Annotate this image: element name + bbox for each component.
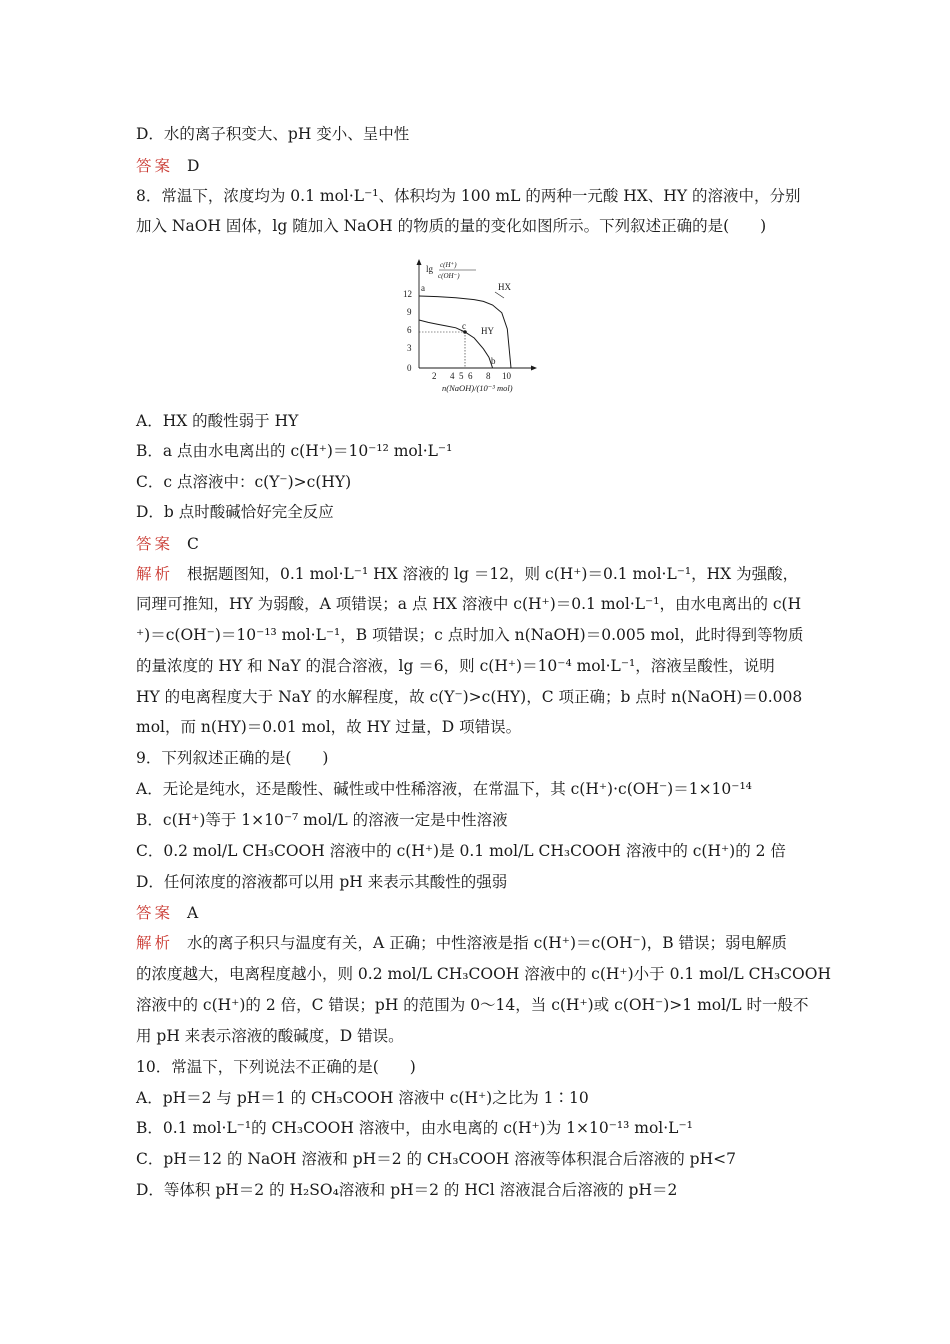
- hx-leader: [495, 292, 504, 298]
- option-c: [136, 471, 826, 493]
- text: 10．常温下，下列说法不正确的是( ): [136, 1058, 416, 1076]
- text: 根据题图知，0.1 mol·L⁻¹ HX 溶液的 lg ＝12，则 c(H⁺)＝0.1 mol·L⁻¹，HX 为强酸，: [187, 565, 799, 583]
- text: 水的离子积只与温度有关，A 正确；中性溶液是指 c(H⁺)＝c(OH⁻)，B 错误；弱电解质: [187, 934, 788, 952]
- answer-value: C: [187, 535, 199, 553]
- analysis-line: [136, 932, 826, 954]
- y-axis-arrow-icon: [417, 259, 422, 265]
- text: C．pH＝12 的 NaOH 溶液和 pH＝2 的 CH₃COOH 溶液等体积混合后溶液的 pH<7: [136, 1150, 736, 1168]
- option-a: [136, 410, 826, 432]
- option-d: [136, 501, 826, 523]
- text: 8．常温下，浓度均为 0.1 mol·L⁻¹、体积均为 100 mL 的两种一元酸 HX、HY 的溶液中，分别: [136, 187, 801, 205]
- answer-label: 答案: [136, 535, 174, 553]
- question-10: [136, 1056, 826, 1078]
- point-label-b: b: [491, 356, 496, 366]
- analysis-line: [136, 655, 826, 677]
- y-tick-9: 9: [407, 307, 412, 317]
- question-8-line-1: [136, 185, 826, 207]
- text: 9．下列叙述正确的是( ): [136, 749, 329, 767]
- series-label-hy: HY: [481, 326, 494, 336]
- text: 溶液中的 c(H⁺)的 2 倍，C 错误；pH 的范围为 0～14，当 c(H⁺)或 c(OH⁻)>1 mol/L 时一般不: [136, 996, 809, 1014]
- y-label-prefix: lg: [426, 264, 434, 274]
- analysis-line: [136, 593, 826, 615]
- y-label-num: c(H⁺): [440, 261, 457, 269]
- answer-label: 答案: [136, 157, 174, 175]
- text: C．c 点溶液中：c(Y⁻)>c(HY): [136, 473, 352, 491]
- x-tick-5: 5: [459, 371, 464, 381]
- text: mol，而 n(HY)＝0.01 mol，故 HY 过量，D 项错误。: [136, 718, 522, 736]
- question-9: [136, 747, 826, 769]
- answer-label: 答案: [136, 904, 174, 922]
- x-tick-8: 8: [486, 371, 491, 381]
- x-tick-2: 2: [432, 371, 437, 381]
- text: D．等体积 pH＝2 的 H₂SO₄溶液和 pH＝2 的 HCl 溶液混合后溶液的 pH＝2: [136, 1181, 678, 1199]
- option-a: [136, 1087, 826, 1109]
- x-tick-10: 10: [502, 371, 511, 381]
- y-tick-6: 6: [407, 325, 412, 335]
- answer-line: [136, 533, 826, 555]
- text: 同理可推知，HY 为弱酸，A 项错误；a 点 HX 溶液中 c(H⁺)＝0.1 mol·L⁻¹，由水电离出的 c(H: [136, 595, 802, 613]
- y-tick-0: 0: [407, 363, 412, 373]
- x-axis-arrow-icon: [531, 366, 537, 371]
- text: 用 pH 来表示溶液的酸碱度，D 错误。: [136, 1027, 404, 1045]
- titration-figure: [394, 256, 554, 398]
- text: A．无论是纯水，还是酸性、碱性或中性稀溶液，在常温下，其 c(H⁺)·c(OH⁻)＝1×10⁻¹⁴: [136, 780, 752, 798]
- y-tick-labels: [403, 289, 412, 373]
- y-tick-3: 3: [407, 343, 412, 353]
- option-d-prev: [136, 123, 826, 145]
- text: D．任何浓度的溶液都可以用 pH 来表示其酸性的强弱: [136, 873, 508, 891]
- text: 的量浓度的 HY 和 NaY 的混合溶液，lg ＝6，则 c(H⁺)＝10⁻⁴ mol·L⁻¹，溶液呈酸性，说明: [136, 657, 775, 675]
- answer-value: A: [187, 904, 199, 922]
- option-b: [136, 809, 826, 831]
- analysis-line: [136, 624, 826, 646]
- answer-value: D: [187, 157, 200, 175]
- analysis-line: [136, 563, 826, 585]
- answer-line: [136, 155, 826, 177]
- analysis-line: [136, 994, 826, 1016]
- option-b: [136, 440, 826, 462]
- answer-line: [136, 902, 826, 924]
- text: B．c(H⁺)等于 1×10⁻⁷ mol/L 的溶液一定是中性溶液: [136, 811, 508, 829]
- text: B．a 点由水电离出的 c(H⁺)＝10⁻¹² mol·L⁻¹: [136, 442, 453, 460]
- text: A．HX 的酸性弱于 HY: [136, 412, 299, 430]
- text: 加入 NaOH 固体，lg 随加入 NaOH 的物质的量的变化如图所示。下列叙述正确的是( ): [136, 217, 767, 235]
- x-tick-labels: [432, 371, 512, 381]
- analysis-line: [136, 963, 831, 985]
- option-b: [136, 1117, 826, 1139]
- text: A．pH＝2 与 pH＝1 的 CH₃COOH 溶液中 c(H⁺)之比为 1∶10: [136, 1089, 589, 1107]
- analysis-label: 解析: [136, 565, 174, 583]
- x-tick-4: 4: [450, 371, 455, 381]
- text: C．0.2 mol/L CH₃COOH 溶液中的 c(H⁺)是 0.1 mol/L CH₃COOH 溶液中的 c(H⁺)的 2 倍: [136, 842, 786, 860]
- analysis-line: [136, 686, 826, 708]
- question-8-line-2: [136, 215, 826, 237]
- text: D．b 点时酸碱恰好完全反应: [136, 503, 334, 521]
- text: B．0.1 mol·L⁻¹的 CH₃COOH 溶液中，由水电离的 c(H⁺)为 1×10⁻¹³ mol·L⁻¹: [136, 1119, 693, 1137]
- analysis-line: [136, 1025, 826, 1047]
- option-a: [136, 778, 826, 800]
- y-label-den: c(OH⁻): [438, 272, 460, 280]
- analysis-line: [136, 716, 826, 738]
- x-tick-6: 6: [468, 371, 473, 381]
- text: ⁺)＝c(OH⁻)＝10⁻¹³ mol·L⁻¹，B 项错误；c 点时加入 n(NaOH)＝0.005 mol，此时得到等物质: [136, 626, 804, 644]
- option-c: [136, 1148, 826, 1170]
- text: 的浓度越大，电离程度越小，则 0.2 mol/L CH₃COOH 溶液中的 c(H⁺)小于 0.1 mol/L CH₃COOH: [136, 965, 831, 983]
- option-c: [136, 840, 826, 862]
- x-axis-label: n(NaOH)/(10⁻³ mol): [442, 383, 513, 393]
- option-d: [136, 1179, 826, 1201]
- y-tick-12: 12: [403, 289, 412, 299]
- option-d: [136, 871, 826, 893]
- text: D．水的离子积变大、pH 变小、呈中性: [136, 125, 410, 143]
- text: HY 的电离程度大于 NaY 的水解程度，故 c(Y⁻)>c(HY)，C 项正确；b 点时 n(NaOH)＝0.008: [136, 688, 803, 706]
- point-label-a: a: [421, 283, 425, 293]
- analysis-label: 解析: [136, 934, 174, 952]
- series-label-hx: HX: [498, 282, 511, 292]
- point-label-c: c: [462, 321, 466, 331]
